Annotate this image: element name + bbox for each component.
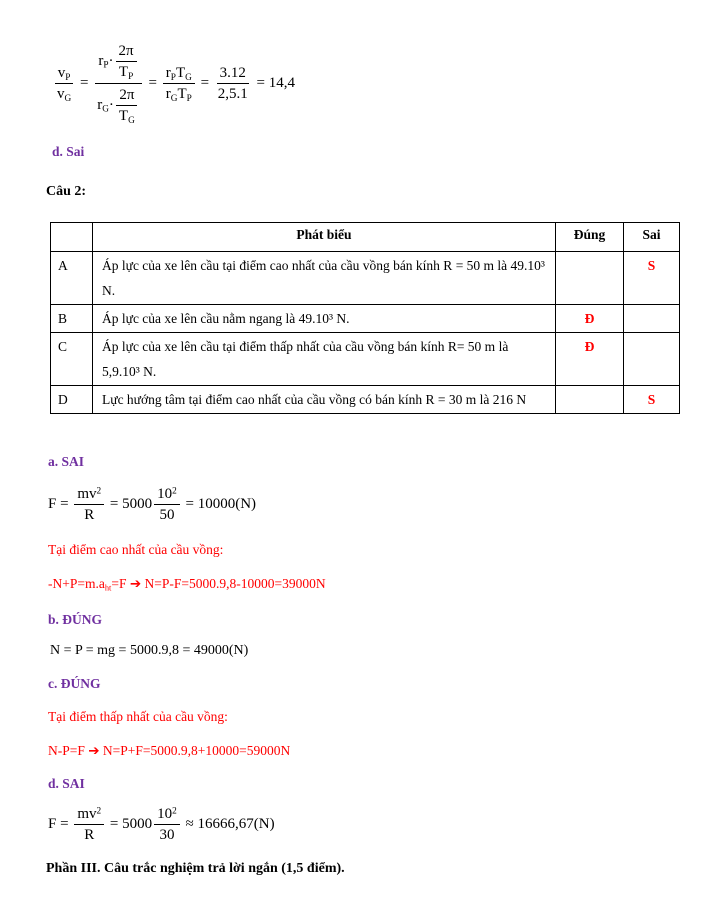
equation-n-horizontal: N = P = mg = 5000.9,8 = 49000(N) xyxy=(50,642,249,658)
row-letter-cell: C xyxy=(51,332,93,385)
table-row xyxy=(51,332,680,385)
header-letter-cell xyxy=(51,223,93,252)
row-dung-mark-cell xyxy=(556,385,624,413)
row-letter-cell: D xyxy=(51,385,93,413)
fraction: $\frac{3.12}{2,5.1}$ xyxy=(217,65,248,102)
row-letter-cell: A xyxy=(51,251,93,304)
row-dung-mark-cell: Đ xyxy=(556,304,624,332)
header-dung: Đúng xyxy=(556,223,624,252)
question-2-heading: Câu 2: xyxy=(46,184,87,199)
fraction: $\frac{10^2}{50}$ xyxy=(154,484,180,525)
formula-velocity-ratio: $\frac{v_P}{v_G}$ = $r_P\cdot$ $\frac{2\pi}{T_P}$ $r_G\cdot$ $\frac{2\pi}{T_G}$ = $\frac{r_PT_G}{r_GT_P}$ = $\frac{3.12}{2,5.1}$ = 14,4 xyxy=(52,40,668,127)
row-statement-cell: Lực hướng tâm tại điểm cao nhất của cầu vồng có bán kính R = 30 m là 216 N xyxy=(93,385,556,413)
fraction: $\frac{r_PT_G}{r_GT_P}$ xyxy=(163,63,195,104)
answer-label-d-sai-top: d. Sai xyxy=(52,144,85,159)
table-header-row xyxy=(51,223,680,252)
equation-n-highest: $-N+P=m.a_{ht}=F$ ➔ N=P-F=5000.9,8-10000=39000N xyxy=(48,575,326,593)
row-statement-cell: Áp lực của xe lên cầu tại điểm cao nhất của cầu vồng bán kính R = 50 m là 49.10³ N. xyxy=(93,251,556,304)
row-dung-mark-cell xyxy=(556,251,624,304)
formula-centripetal-force-a: F = $\frac{mv^2}{R}$ = 5000 $\frac{10^2}{50}$ = 10000(N) xyxy=(48,485,257,523)
header-sai: Sai xyxy=(624,223,680,252)
formula-centripetal-force-d: F = $\frac{mv^2}{R}$ = 5000 $\frac{10^2}{30}$ ≈ 16666,67(N) xyxy=(48,805,275,843)
fraction: $\frac{2\pi}{T_P}$ xyxy=(116,41,137,82)
header-statement: Phát biểu xyxy=(93,223,556,252)
section-b-label: b. ĐÚNG xyxy=(48,611,103,627)
row-sai-mark-cell xyxy=(624,304,680,332)
fraction: $\frac{2\pi}{T_G}$ xyxy=(116,85,138,126)
row-letter-cell: B xyxy=(51,304,93,332)
row-sai-mark-cell xyxy=(624,332,680,385)
note-lowest-point: Tại điểm thấp nhất của cầu vồng: xyxy=(48,708,228,724)
table-row xyxy=(51,304,680,332)
row-sai-mark-cell: S xyxy=(624,251,680,304)
row-statement-cell: Áp lực của xe lên cầu nằm ngang là 49.10³ N. xyxy=(93,304,556,332)
statements-table-body xyxy=(51,251,680,413)
statements-table xyxy=(50,222,680,414)
section-c-label: c. ĐÚNG xyxy=(48,675,101,691)
row-dung-mark-cell: Đ xyxy=(556,332,624,385)
fraction: $r_P\cdot$ $\frac{2\pi}{T_P}$ $r_G\cdot$ $\frac{2\pi}{T_G}$ xyxy=(94,40,143,127)
fraction: $\frac{mv^2}{R}$ xyxy=(74,804,104,845)
part-iii-heading: Phần III. Câu trắc nghiệm trả lời ngắn (1,5 điểm). xyxy=(46,860,345,876)
equation-n-lowest: N-P=F ➔ N=P+F=5000.9,8+10000=59000N xyxy=(48,742,291,758)
row-statement-cell: Áp lực của xe lên cầu tại điểm thấp nhất của cầu vồng bán kính R= 50 m là 5,9.10³ N. xyxy=(93,332,556,385)
section-d-label: d. SAI xyxy=(48,775,85,791)
section-a-label: a. SAI xyxy=(48,453,85,469)
fraction: $\frac{v_P}{v_G}$ xyxy=(54,63,74,104)
note-highest-point: Tại điểm cao nhất của cầu vồng: xyxy=(48,541,224,557)
fraction: $\frac{mv^2}{R}$ xyxy=(74,484,104,525)
table-row xyxy=(51,251,680,304)
table-row xyxy=(51,385,680,413)
row-sai-mark-cell: S xyxy=(624,385,680,413)
fraction: $\frac{10^2}{30}$ xyxy=(154,804,180,845)
